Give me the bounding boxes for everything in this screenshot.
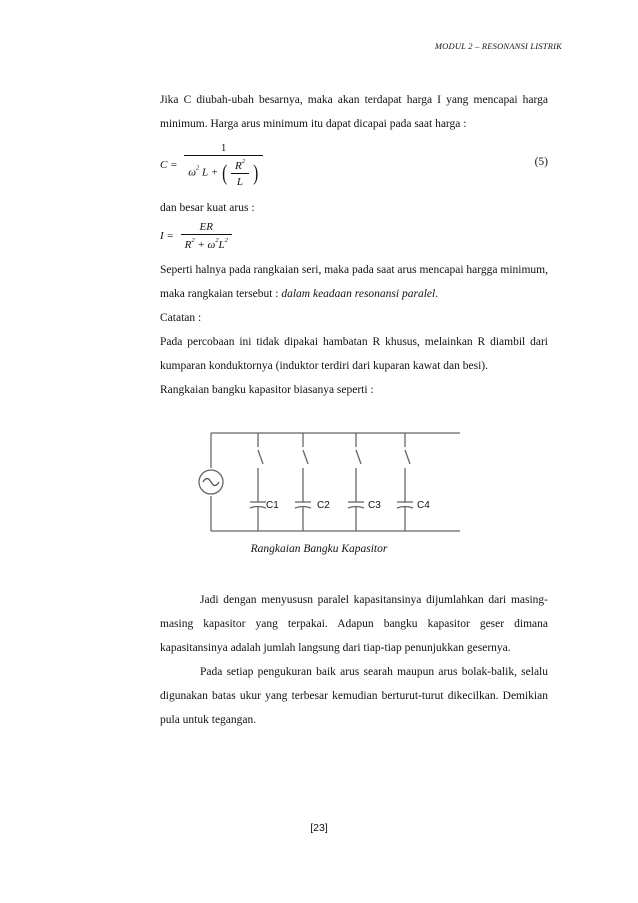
eq2-fraction [181, 221, 232, 251]
parallel-resonance-paragraph: Seperti halnya pada rangkaian seri, maka pada saat arus mencapai hargga minimum, maka rangkaian tersebut : dalam keadaan resonansi paralel. [160, 264, 548, 300]
eq2-numerator: ER [181, 221, 232, 235]
circuit-intro: Rangkaian bangku kapasitor biasanya seperti : [160, 384, 374, 396]
eq1-omega-power: 2 [196, 164, 200, 172]
capacitor-label-3: C3 [368, 500, 381, 511]
eq1-omega: ω [188, 166, 197, 179]
note-paragraph: Pada percobaan ini tidak dipakai hambatan R khusus, melainkan R diambil dari kumparan konduktornya (induktor terdiri dari kuparan kawat dan besi). [160, 336, 548, 372]
measurement-paragraph: Pada setiap pengukuran baik arus searah maupun arus bolak-balik, selalu digunakan batas ukur yang terbesar kemudian berturut-turut dikecilkan. Demikian pula untuk tegangan. [160, 666, 548, 726]
eq1-right-paren: ) [252, 160, 258, 185]
eq1-numerator: 1 [184, 142, 263, 156]
eq1-L-plus: L + [202, 166, 219, 179]
running-header: MODUL 2 – RESONANSI LISTRIK [434, 41, 562, 51]
capacitor-branch-1 [250, 433, 266, 531]
body-block-2 [160, 258, 548, 402]
capacitor-branch-2 [295, 433, 311, 531]
equation-number: (5) [534, 156, 548, 168]
capacitor-label-1: C1 [266, 500, 279, 511]
intro-paragraph: Jika C diubah-ubah besarnya, maka akan terdapat harga I yang mencapai harga minimum. Harga arus minimum itu dapat dicapai pada saat harga : [160, 94, 548, 130]
eq1-left-paren: ( [221, 160, 228, 185]
switch-2 [303, 450, 308, 464]
current-intro-line: dan besar kuat arus : [160, 202, 255, 214]
switch-1 [258, 450, 263, 464]
body-block-3 [160, 588, 548, 732]
figure-caption: Rangkaian Bangku Kapasitor [250, 543, 388, 555]
intro-paragraph-block [160, 88, 548, 136]
capacitor-branch-3 [348, 433, 364, 531]
note-label: Catatan : [160, 312, 202, 324]
capacitor-bank-diagram [0, 420, 638, 540]
eq1-inner-fraction [231, 158, 249, 188]
equation-capacitance [160, 142, 263, 188]
summing-paragraph: Jadi dengan menyususn paralel kapasitansinya dijumlahkan dari masing-masing kapasitor yang terpakai. Adapun bangku kapasitor geser dimana kapasitansinya adalah jumlah langsung dari tiap-tiap penunjukkan gesernya. [160, 594, 548, 654]
switch-3 [356, 450, 361, 464]
eq1-denominator [184, 156, 263, 188]
eq1-inner-denominator: L [236, 176, 244, 188]
eq2-denominator: $R^2 + \omega^2L^2$ [184, 237, 228, 251]
eq1-inner-numerator: $R^2$ [231, 158, 249, 174]
eq2-lhs: I = [160, 230, 174, 242]
capacitor-branch-4 [397, 433, 413, 531]
switch-4 [405, 450, 410, 464]
equation-current [160, 221, 232, 251]
page-number: [23] [310, 822, 328, 834]
eq1-lhs: C = [160, 159, 178, 171]
capacitor-label-4: C4 [417, 500, 430, 511]
ac-source-icon [199, 470, 223, 494]
parallel-resonance-term: dalam keadaan resonansi paralel [281, 288, 436, 300]
eq1-fraction [184, 142, 263, 188]
capacitor-label-2: C2 [317, 500, 330, 511]
